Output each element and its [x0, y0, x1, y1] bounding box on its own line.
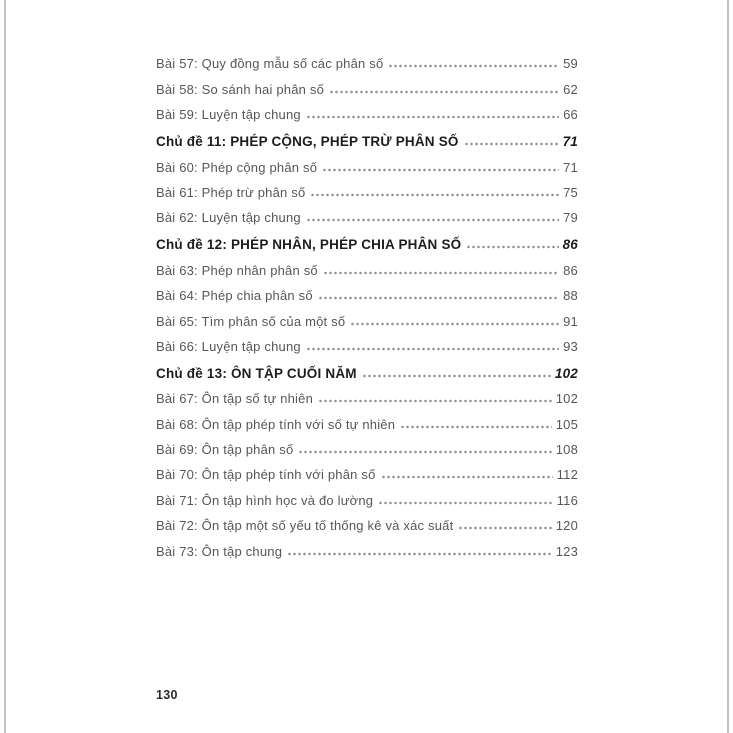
toc-entry-page: 102: [554, 365, 578, 381]
dot-leader: [458, 526, 551, 530]
page-edge-left: [4, 0, 6, 733]
toc-entry-label: Bài 65: Tìm phân số của một số: [156, 313, 346, 329]
dot-leader: [322, 168, 559, 172]
toc-entry-label: Bài 58: So sánh hai phân số: [156, 81, 325, 97]
toc-entry-page: 120: [555, 518, 578, 534]
toc-entry-page: 86: [563, 262, 578, 278]
toc-lesson-row: [156, 278, 578, 303]
dot-leader: [323, 271, 559, 275]
toc-entry-page: 112: [556, 467, 578, 483]
toc-lesson-row: [156, 97, 578, 122]
dot-leader: [306, 115, 559, 119]
toc-entry-page: 66: [563, 107, 578, 123]
toc-entry-label: Bài 59: Luyện tập chung: [156, 107, 301, 123]
dot-leader: [350, 322, 559, 326]
toc-lesson-row: [156, 200, 578, 225]
toc-entry-label: Bài 69: Ôn tập phân số: [156, 442, 294, 458]
toc-entry-label: Bài 60: Phép cộng phân số: [156, 159, 318, 175]
toc-entry-label: Bài 70: Ôn tập phép tính với phân số: [156, 467, 376, 483]
toc-lesson-row: [156, 71, 578, 96]
toc-entry-label: Bài 57: Quy đồng mẫu số các phân số: [156, 56, 384, 72]
toc-lesson-row: [156, 46, 578, 71]
toc-entry-label: Chủ đề 11: PHÉP CỘNG, PHÉP TRỪ PHÂN SỐ: [156, 134, 459, 150]
toc-entry-label: Bài 72: Ôn tập một số yếu tố thống kê và xác suất: [156, 518, 454, 534]
toc-entry-label: Bài 73: Ôn tập chung: [156, 543, 283, 559]
toc-entry-label: Bài 62: Luyện tập chung: [156, 210, 301, 226]
toc-entry-label: Bài 64: Phép chia phân số: [156, 288, 313, 304]
dot-leader: [318, 399, 552, 403]
dot-leader: [318, 296, 559, 300]
dot-leader: [378, 501, 552, 505]
toc-lesson-row: [156, 329, 578, 354]
toc-entry-label: Bài 63: Phép nhân phân số: [156, 262, 318, 278]
toc-entry-page: 116: [556, 492, 578, 508]
toc-chapter-row: [156, 225, 578, 252]
dot-leader: [362, 374, 551, 378]
toc-entry-page: 123: [555, 543, 578, 559]
toc-lesson-row: [156, 149, 578, 174]
toc-lesson-row: [156, 303, 578, 328]
toc-entry-page: 59: [563, 56, 578, 72]
toc-entry-page: 71: [563, 159, 578, 175]
toc-entry-page: 108: [555, 442, 578, 458]
toc-lesson-row: [156, 482, 578, 507]
toc-lesson-row: [156, 381, 578, 406]
dot-leader: [400, 425, 552, 429]
toc-entry-page: 75: [563, 184, 578, 200]
toc-lesson-row: [156, 432, 578, 457]
toc-entry-page: 62: [563, 81, 578, 97]
toc-entry-page: 86: [562, 237, 578, 253]
dot-leader: [329, 90, 559, 94]
toc-lesson-row: [156, 457, 578, 482]
toc-entry-label: Bài 68: Ôn tập phép tính với số tự nhiên: [156, 416, 396, 432]
toc-entry-label: Chủ đề 12: PHÉP NHÂN, PHÉP CHIA PHÂN SỐ: [156, 237, 462, 253]
page-edge-right: [727, 0, 729, 733]
toc-entry-label: Bài 67: Ôn tập số tự nhiên: [156, 391, 313, 407]
dot-leader: [306, 347, 559, 351]
toc-entry-label: Bài 71: Ôn tập hình học và đo lường: [156, 492, 374, 508]
dot-leader: [388, 64, 559, 68]
toc-entry-page: 88: [563, 288, 578, 304]
toc-list: [156, 46, 578, 559]
toc-chapter-row: [156, 122, 578, 149]
toc-entry-page: 91: [563, 313, 578, 329]
dot-leader: [306, 218, 559, 222]
toc-lesson-row: [156, 406, 578, 431]
toc-lesson-row: [156, 533, 578, 558]
toc-entry-label: Chủ đề 13: ÔN TẬP CUỐI NĂM: [156, 365, 357, 381]
dot-leader: [381, 475, 553, 479]
dot-leader: [310, 193, 559, 197]
toc-entry-page: 102: [555, 391, 578, 407]
dot-leader: [466, 245, 558, 249]
toc-lesson-row: [156, 508, 578, 533]
toc-chapter-row: [156, 354, 578, 381]
toc-entry-page: 71: [562, 134, 578, 150]
toc-entry-page: 93: [563, 338, 578, 354]
toc-lesson-row: [156, 252, 578, 277]
toc-entry-label: Bài 61: Phép trừ phân số: [156, 184, 306, 200]
dot-leader: [287, 552, 552, 556]
dot-leader: [298, 450, 551, 454]
toc-entry-page: 105: [555, 416, 578, 432]
toc-lesson-row: [156, 175, 578, 200]
toc-entry-page: 79: [563, 210, 578, 226]
toc-entry-label: Bài 66: Luyện tập chung: [156, 338, 301, 354]
page-number: 130: [156, 688, 178, 702]
dot-leader: [464, 142, 559, 146]
